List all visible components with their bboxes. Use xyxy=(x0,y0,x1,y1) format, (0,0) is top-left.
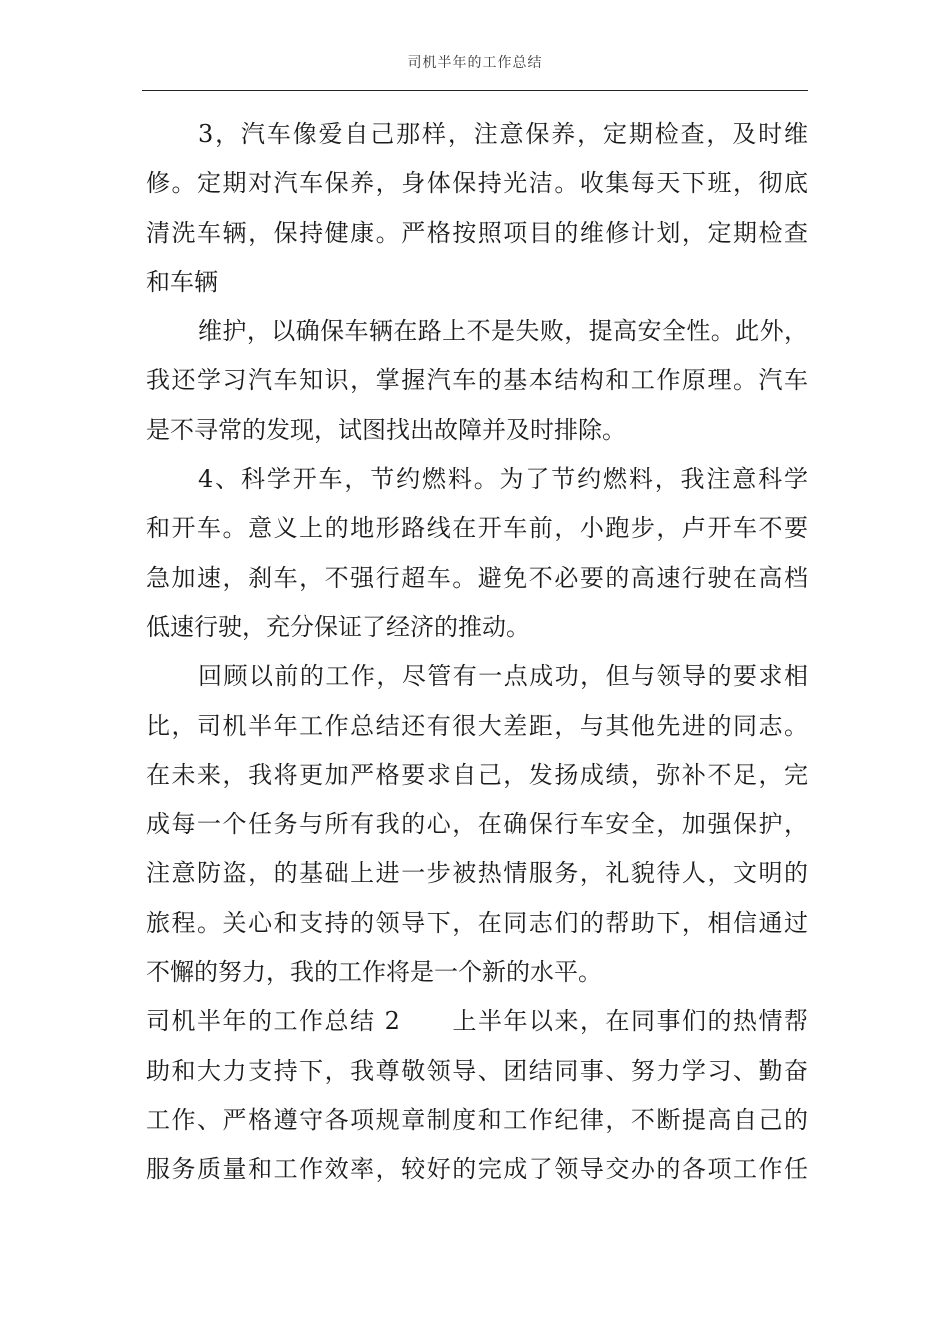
text-line: 我还学习汽车知识，掌握汽车的基本结构和工作原理。汽车 xyxy=(146,366,808,395)
header-rule xyxy=(142,90,808,91)
text-line: 旅程。关心和支持的领导下，在同志们的帮助下，相信通过 xyxy=(146,908,808,937)
text-line: 3，汽车像爱自己那样，注意保养，定期检查，及时维 xyxy=(198,120,808,148)
text-line: 维护，以确保车辆在路上不是失败，提高安全性。此外， xyxy=(198,317,808,346)
running-header: 司机半年的工作总结 xyxy=(407,55,543,71)
text-line: 司机半年的工作总结 2 上半年以来，在同事们的热情帮 xyxy=(146,1007,808,1036)
text-line: 4、科学开车，节约燃料。为了节约燃料，我注意科学 xyxy=(198,465,808,494)
text-line: 在未来，我将更加严格要求自己，发扬成绩，弥补不足，完 xyxy=(146,760,808,789)
text-line: 服务质量和工作效率，较好的完成了领导交办的各项工作任 xyxy=(146,1155,808,1184)
text-line: 和开车。意义上的地形路线在开车前，小跑步，卢开车不要 xyxy=(146,514,808,543)
text-line: 助和大力支持下，我尊敬领导、团结同事、努力学习、勤奋 xyxy=(146,1056,808,1085)
text-line: 低速行驶，充分保证了经济的推动。 xyxy=(146,612,530,641)
text-line: 不懈的努力，我的工作将是一个新的水平。 xyxy=(146,958,602,987)
text-line: 成每一个任务与所有我的心，在确保行车安全，加强保护， xyxy=(146,810,808,839)
text-line: 清洗车辆，保持健康。严格按照项目的维修计划，定期检查 xyxy=(146,218,808,247)
text-line: 回顾以前的工作，尽管有一点成功，但与领导的要求相 xyxy=(198,662,808,691)
body-text xyxy=(146,110,808,1195)
text-line: 工作、严格遵守各项规章制度和工作纪律，不断提高自己的 xyxy=(146,1105,808,1134)
text-line: 修。定期对汽车保养，身体保持光洁。收集每天下班，彻底 xyxy=(146,169,808,198)
text-line: 比，司机半年工作总结还有很大差距，与其他先进的同志。 xyxy=(146,711,808,740)
text-line: 和车辆 xyxy=(146,267,218,296)
text-line: 注意防盗，的基础上进一步被热情服务，礼貌待人，文明的 xyxy=(146,859,808,888)
text-line: 是不寻常的发现，试图找出故障并及时排除。 xyxy=(146,415,626,444)
text-line: 急加速，刹车，不强行超车。避免不必要的高速行驶在高档 xyxy=(146,563,808,592)
